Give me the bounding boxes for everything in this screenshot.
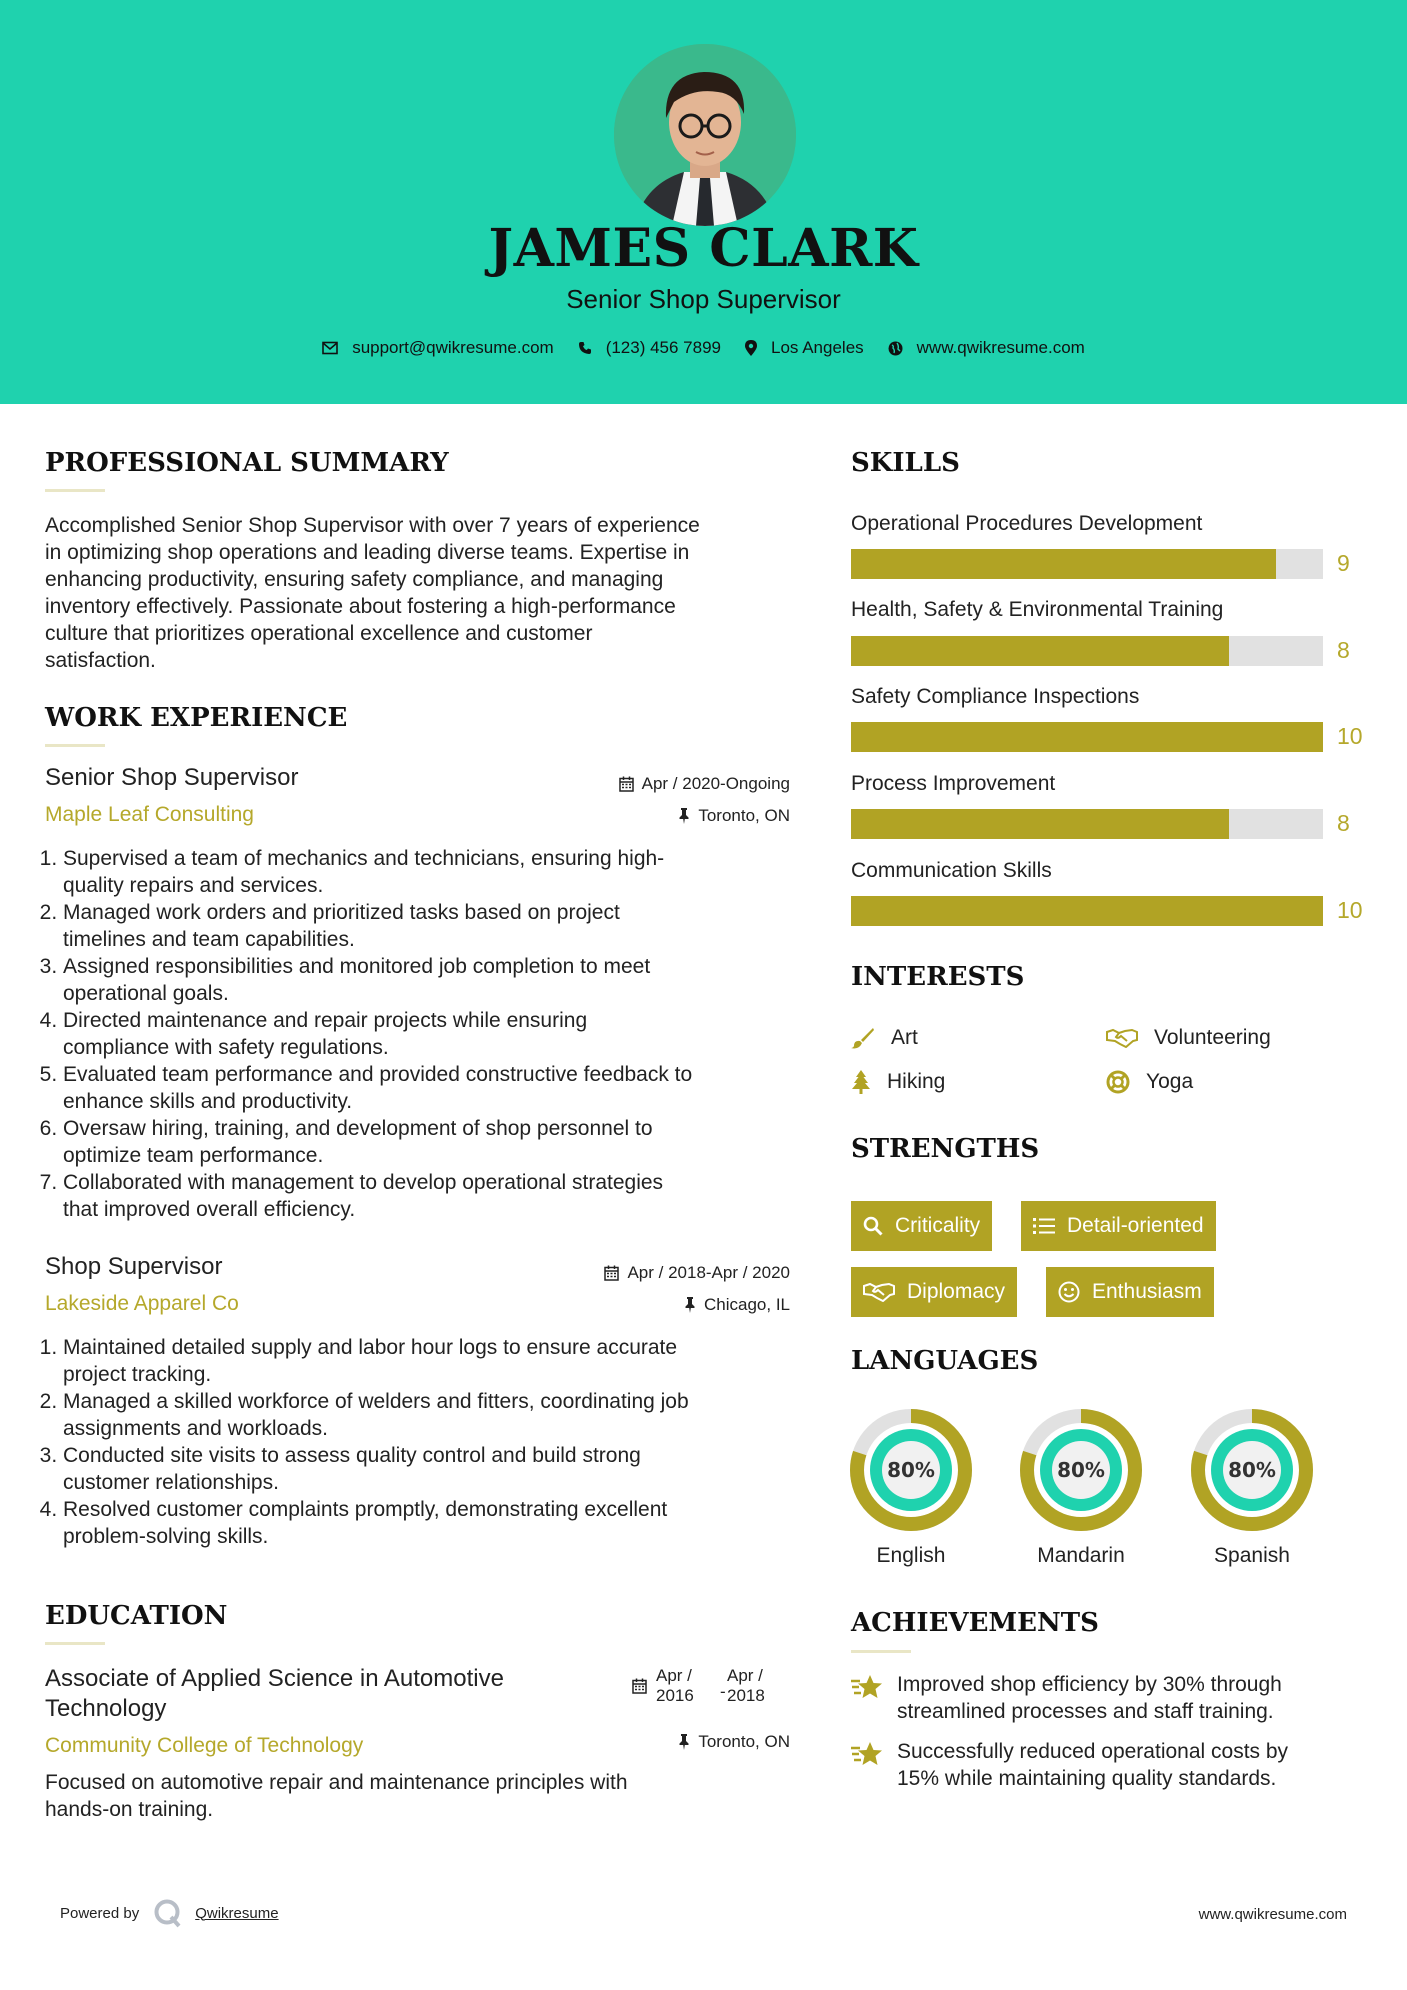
handshake-icon (863, 1282, 895, 1302)
list-item (63, 1442, 805, 1496)
duty-line: 5. Evaluated team performance and provided constructive feedback to (63, 1063, 693, 1086)
pushpin-icon (678, 1734, 690, 1750)
skills-heading: SKILLS (851, 448, 960, 478)
education-location-text: Toronto, ON (698, 1732, 790, 1751)
education-description (45, 1769, 805, 1823)
achievement-text (897, 1671, 1282, 1725)
email-text: support@qwikresume.com (352, 338, 554, 357)
contact-location (745, 338, 864, 358)
summary-underline (45, 489, 105, 492)
job-company: Lakeside Apparel Co (45, 1292, 239, 1315)
list-icon (1033, 1217, 1055, 1235)
interest-label: Volunteering (1154, 1026, 1271, 1049)
interest-item (851, 1070, 945, 1094)
skill-bar-track (851, 722, 1323, 752)
interest-item (851, 1026, 918, 1050)
strengths-heading: STRENGTHS (851, 1134, 1040, 1164)
start-year: 2016 (656, 1686, 694, 1705)
duty-line: compliance with safety regulations. (63, 1036, 389, 1059)
duty-line: that improved overall efficiency. (63, 1198, 356, 1221)
job-location (480, 806, 790, 826)
duty-line: 7. Collaborated with management to develop operational strategies (63, 1171, 664, 1194)
education-heading: EDUCATION (45, 1601, 228, 1631)
job-duties-list (45, 1334, 805, 1550)
job-role: Shop Supervisor (45, 1253, 223, 1280)
duty-line: quality repairs and services. (63, 874, 324, 897)
brand-link[interactable]: Qwikresume (195, 1904, 279, 1922)
skill-bar-fill (851, 636, 1229, 666)
duty-line: 2. Managed work orders and prioritized tasks based on project (63, 901, 620, 924)
search-icon (863, 1216, 883, 1236)
language-donut (1190, 1408, 1314, 1532)
school-name: Community College of Technology (45, 1734, 364, 1757)
skill-label: Operational Procedures Development (851, 512, 1203, 535)
duty-line: assignments and workloads. (63, 1417, 328, 1440)
duty-line: enhance skills and productivity. (63, 1090, 353, 1113)
duty-line: 2. Managed a skilled workforce of welders and fitters, coordinating job (63, 1390, 689, 1413)
skill-score: 10 (1337, 723, 1363, 749)
candidate-name: JAMES CLARK (488, 218, 919, 279)
achievement-line: streamlined processes and staff training. (897, 1700, 1274, 1723)
language-name: Mandarin (1037, 1544, 1125, 1567)
skill-label: Communication Skills (851, 859, 1052, 882)
strength-badge (851, 1201, 992, 1251)
interests-heading: INTERESTS (851, 962, 1025, 992)
skill-score: 9 (1337, 550, 1350, 576)
envelope-icon (322, 341, 338, 355)
summary-line: culture that prioritizes operational excellence and customer (45, 622, 593, 645)
list-item (63, 1169, 805, 1223)
contact-bar (0, 338, 1407, 358)
calendar-icon (632, 1678, 647, 1694)
duty-line: timelines and team capabilities. (63, 928, 355, 951)
skill-score: 8 (1337, 637, 1350, 663)
language-percent: 80% (887, 1458, 935, 1482)
strength-label: Detail-oriented (1067, 1214, 1204, 1237)
duty-line: 1. Supervised a team of mechanics and technicians, ensuring high- (63, 847, 665, 870)
summary-line: satisfaction. (45, 649, 156, 672)
interest-item (1106, 1026, 1271, 1050)
list-item (63, 1007, 805, 1061)
achievements-heading: ACHIEVEMENTS (851, 1608, 1099, 1638)
summary-heading: PROFESSIONAL SUMMARY (45, 448, 449, 478)
phone-icon (578, 341, 592, 355)
description-line: Focused on automotive repair and maintenance principles with (45, 1771, 628, 1794)
language-name: English (876, 1544, 946, 1567)
degree-title (45, 1664, 625, 1724)
footer-powered-by (60, 1898, 279, 1928)
duty-line: 3. Assigned responsibilities and monitored job completion to meet (63, 955, 651, 978)
summary-line: in optimizing shop operations and leading diverse teams. Expertise in (45, 541, 690, 564)
contact-email[interactable] (322, 338, 554, 358)
achievement-line: 15% while maintaining quality standards. (897, 1767, 1277, 1790)
experience-underline (45, 744, 105, 747)
strength-label: Enthusiasm (1092, 1280, 1202, 1303)
language-donut (849, 1408, 973, 1532)
strength-label: Diplomacy (907, 1280, 1006, 1303)
interest-label: Hiking (887, 1070, 946, 1093)
summary-text (45, 512, 805, 674)
strength-badge (851, 1267, 1017, 1317)
education-location (480, 1732, 790, 1752)
duty-line: optimize team performance. (63, 1144, 324, 1167)
date-dash: - (720, 1682, 726, 1701)
calendar-icon (619, 776, 634, 792)
contact-phone[interactable] (578, 338, 721, 358)
job-location (480, 1295, 790, 1315)
job-dates-text: Apr / 2020-Ongoing (641, 774, 790, 793)
job-location-text: Chicago, IL (704, 1295, 790, 1314)
degree-line: Technology (45, 1695, 167, 1722)
skill-bar-fill (851, 549, 1276, 579)
summary-line: enhancing productivity, ensuring safety compliance, and managing (45, 568, 664, 591)
pushpin-icon (678, 808, 690, 824)
education-start (656, 1666, 706, 1706)
achievement-item (851, 1671, 1371, 1725)
duty-line: 4. Resolved customer complaints promptly, demonstrating excellent (63, 1498, 668, 1521)
skill-label: Health, Safety & Environmental Training (851, 598, 1224, 621)
list-item (63, 1115, 805, 1169)
description-line: hands-on training. (45, 1798, 214, 1821)
duty-line: 1. Maintained detailed supply and labor hour logs to ensure accurate (63, 1336, 678, 1359)
list-item (63, 953, 805, 1007)
star-icon (851, 1673, 883, 1701)
duty-line: 3. Conducted site visits to assess quality control and build strong (63, 1444, 641, 1467)
skill-bar-track (851, 549, 1323, 579)
end-month: Apr / (727, 1666, 763, 1685)
language-name: Spanish (1214, 1544, 1290, 1567)
skill-label: Safety Compliance Inspections (851, 685, 1140, 708)
skill-bar-track (851, 809, 1323, 839)
globe-icon (888, 341, 903, 356)
duty-line: project tracking. (63, 1363, 212, 1386)
duty-line: operational goals. (63, 982, 229, 1005)
handshake-icon (1106, 1028, 1138, 1048)
summary-line: inventory effectively. Passionate about fostering a high-performance (45, 595, 676, 618)
achievements-underline (851, 1650, 911, 1653)
qwikresume-logo-icon (153, 1898, 183, 1928)
language-item (849, 1408, 973, 1567)
skill-bar-fill (851, 809, 1229, 839)
calendar-icon (604, 1265, 619, 1281)
interest-label: Art (891, 1026, 918, 1049)
candidate-title: Senior Shop Supervisor (566, 284, 841, 314)
paintbrush-icon (851, 1027, 875, 1049)
job-location-text: Toronto, ON (698, 806, 790, 825)
footer-website[interactable]: www.qwikresume.com (1198, 1906, 1347, 1923)
star-icon (851, 1740, 883, 1768)
skill-score: 8 (1337, 810, 1350, 836)
degree-line: Associate of Applied Science in Automotive (45, 1665, 504, 1692)
language-item (1190, 1408, 1314, 1567)
phone-text: (123) 456 7899 (605, 338, 722, 357)
list-item (63, 1334, 805, 1388)
interest-item (1106, 1070, 1193, 1094)
duty-line: customer relationships. (63, 1471, 279, 1494)
strength-badge (1046, 1267, 1214, 1317)
job-dates (480, 774, 790, 794)
smile-icon (1058, 1281, 1080, 1303)
end-year: 2018 (727, 1686, 765, 1705)
language-percent: 80% (1057, 1458, 1105, 1482)
lifebuoy-icon (1106, 1070, 1130, 1094)
contact-website[interactable] (888, 338, 1085, 358)
languages-heading: LANGUAGES (851, 1346, 1039, 1376)
duty-line: 6. Oversaw hiring, training, and development of shop personnel to (63, 1117, 653, 1140)
duty-line: problem-solving skills. (63, 1525, 269, 1548)
tree-icon (851, 1070, 871, 1094)
skill-bar-fill (851, 722, 1323, 752)
list-item (63, 1061, 805, 1115)
education-end (727, 1666, 777, 1706)
language-percent: 80% (1228, 1458, 1276, 1482)
achievement-text (897, 1738, 1288, 1792)
skill-score: 10 (1337, 897, 1363, 923)
list-item (63, 845, 805, 899)
map-pin-icon (745, 340, 757, 356)
education-underline (45, 1642, 105, 1645)
skill-bar-track (851, 896, 1323, 926)
experience-heading: WORK EXPERIENCE (45, 703, 348, 733)
resume-header (0, 0, 1407, 404)
interest-label: Yoga (1146, 1070, 1194, 1093)
job-role: Senior Shop Supervisor (45, 764, 299, 791)
pushpin-icon (684, 1297, 696, 1313)
achievement-line: Improved shop efficiency by 30% through (897, 1673, 1282, 1696)
profile-photo (614, 44, 796, 226)
skill-label: Process Improvement (851, 772, 1056, 795)
list-item (63, 899, 805, 953)
language-donut (1019, 1408, 1143, 1532)
summary-line: Accomplished Senior Shop Supervisor with over 7 years of experience (45, 514, 700, 537)
list-item (63, 1496, 805, 1550)
location-text: Los Angeles (771, 338, 864, 357)
achievement-item (851, 1738, 1371, 1792)
strength-label: Criticality (895, 1214, 981, 1237)
skill-bar-track (851, 636, 1323, 666)
language-item (1019, 1408, 1143, 1567)
website-text: www.qwikresume.com (916, 338, 1085, 357)
strength-badge (1021, 1201, 1216, 1251)
skill-bar-fill (851, 896, 1323, 926)
duty-line: 4. Directed maintenance and repair projects while ensuring (63, 1009, 588, 1032)
job-company: Maple Leaf Consulting (45, 803, 254, 826)
list-item (63, 1388, 805, 1442)
person-illustration (614, 44, 796, 226)
powered-by-text: Powered by (60, 1904, 140, 1922)
start-month: Apr / (656, 1666, 692, 1685)
job-dates (480, 1263, 790, 1283)
job-dates-text: Apr / 2018-Apr / 2020 (627, 1263, 790, 1282)
job-duties-list (45, 845, 805, 1223)
achievement-line: Successfully reduced operational costs by (897, 1740, 1289, 1763)
